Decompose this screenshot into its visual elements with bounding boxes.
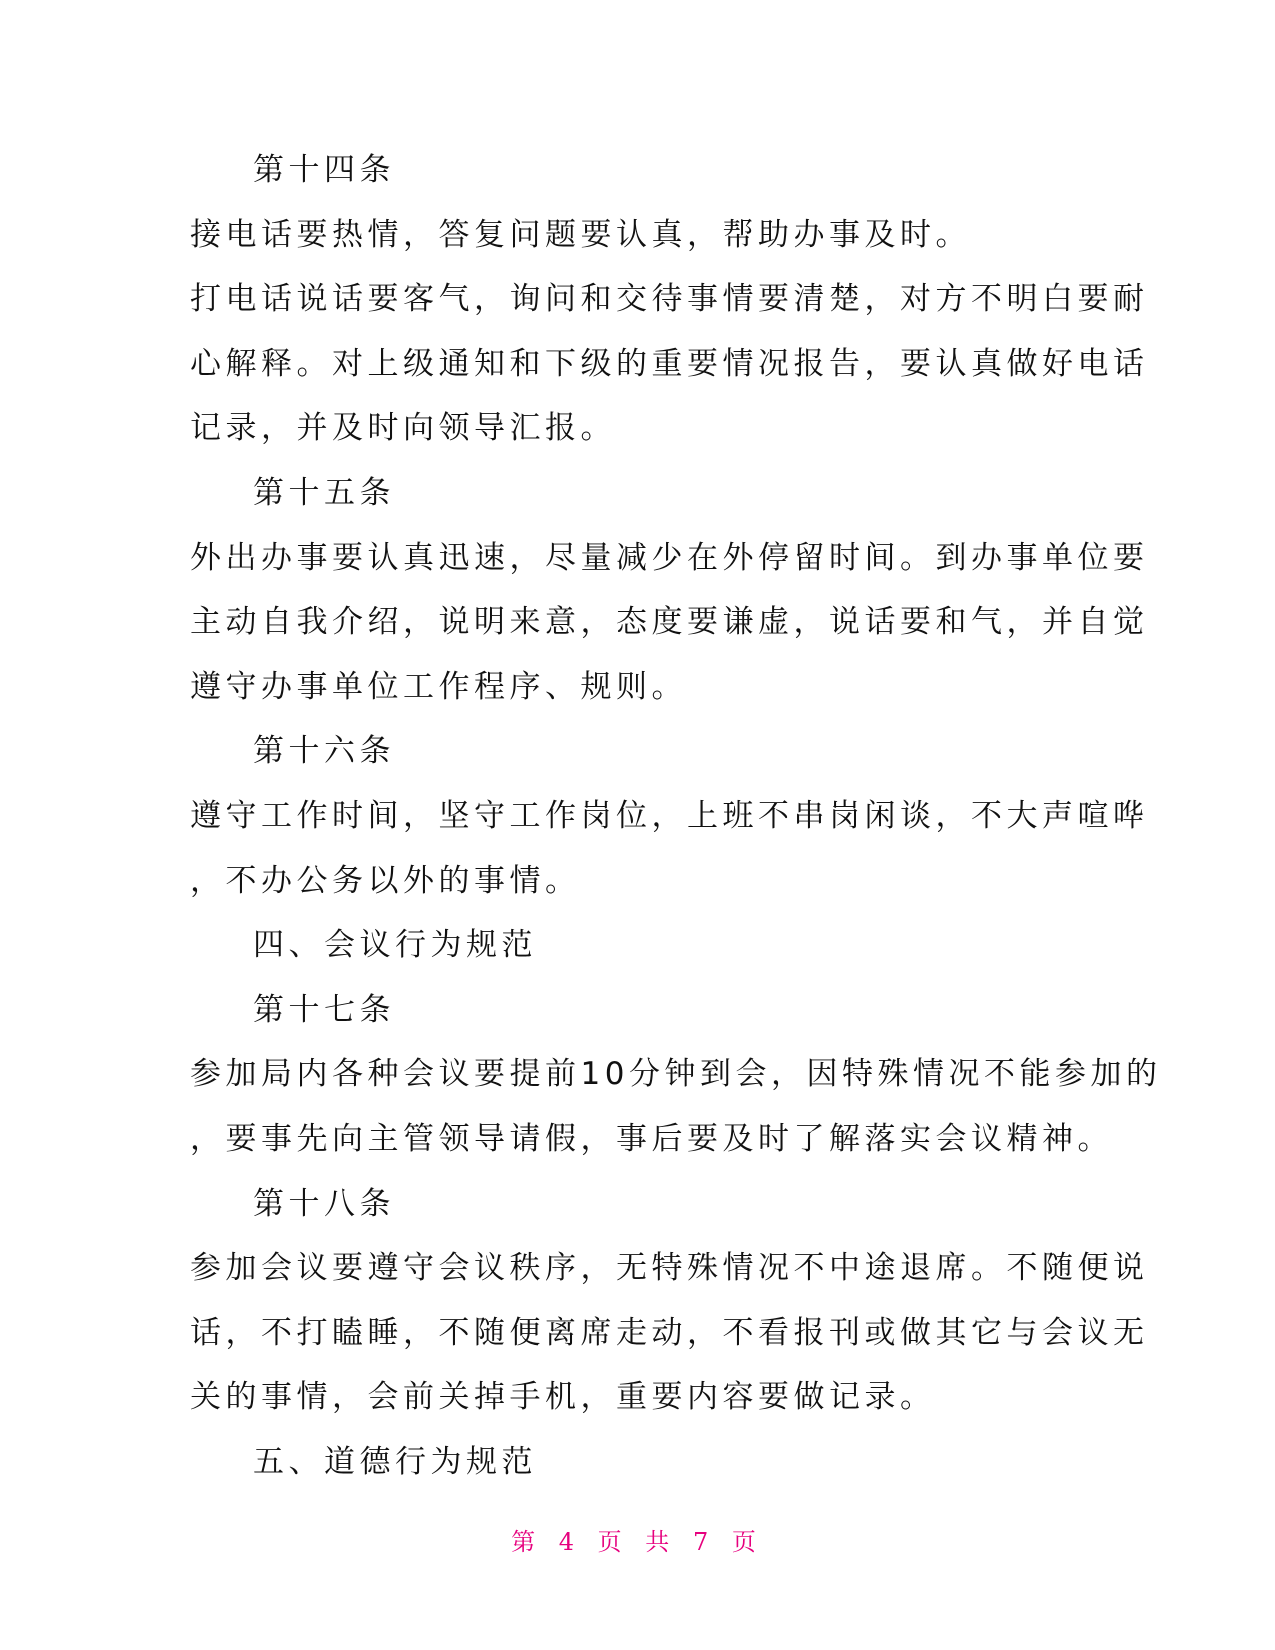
text-line: 心解释。对上级通知和下级的重要情况报告，要认真做好电话 (190, 345, 1149, 382)
text-line: 打电话说话要客气，询问和交待事情要清楚，对方不明白要耐 (190, 281, 1149, 318)
text-line: 参加会议要遵守会议秩序，无特殊情况不中途退席。不随便说 (190, 1250, 1149, 1287)
document-body (190, 138, 1162, 1494)
text-line: 四、会议行为规范 (253, 927, 537, 964)
text-line: 遵守工作时间，坚守工作岗位，上班不串岗闲谈，不大声喧哗 (190, 797, 1149, 834)
text-line: ，要事先向主管领导请假，事后要及时了解落实会议精神。 (190, 1120, 1113, 1157)
text-line: 第十四条 (253, 152, 395, 188)
text-line: 第十八条 (253, 1185, 395, 1222)
text-line: 话，不打瞌睡，不随便离席走动，不看报刊或做其它与会议无 (190, 1314, 1149, 1351)
text-line: ，不办公务以外的事情。 (190, 862, 581, 899)
text-line: 参加局内各种会议要提前10分钟到会，因特殊情况不能参加的 (190, 1056, 1162, 1093)
text-line: 接电话要热情，答复问题要认真，帮助办事及时。 (190, 216, 971, 253)
text-line: 主动自我介绍，说明来意，态度要谦虚，说话要和气，并自觉 (190, 604, 1149, 641)
text-line: 第十六条 (253, 733, 395, 770)
text-line: 关的事情，会前关掉手机，重要内容要做记录。 (190, 1379, 936, 1416)
page-number-footer: 第 4 页 共 7 页 (511, 1528, 764, 1556)
text-line: 第十五条 (253, 474, 395, 511)
text-line: 五、道德行为规范 (253, 1443, 537, 1480)
text-line: 第十七条 (253, 991, 395, 1028)
text-line: 外出办事要认真迅速，尽量减少在外停留时间。到办事单位要 (190, 539, 1149, 576)
text-line: 遵守办事单位工作程序、规则。 (190, 668, 687, 705)
text-line: 记录，并及时向领导汇报。 (190, 410, 616, 447)
